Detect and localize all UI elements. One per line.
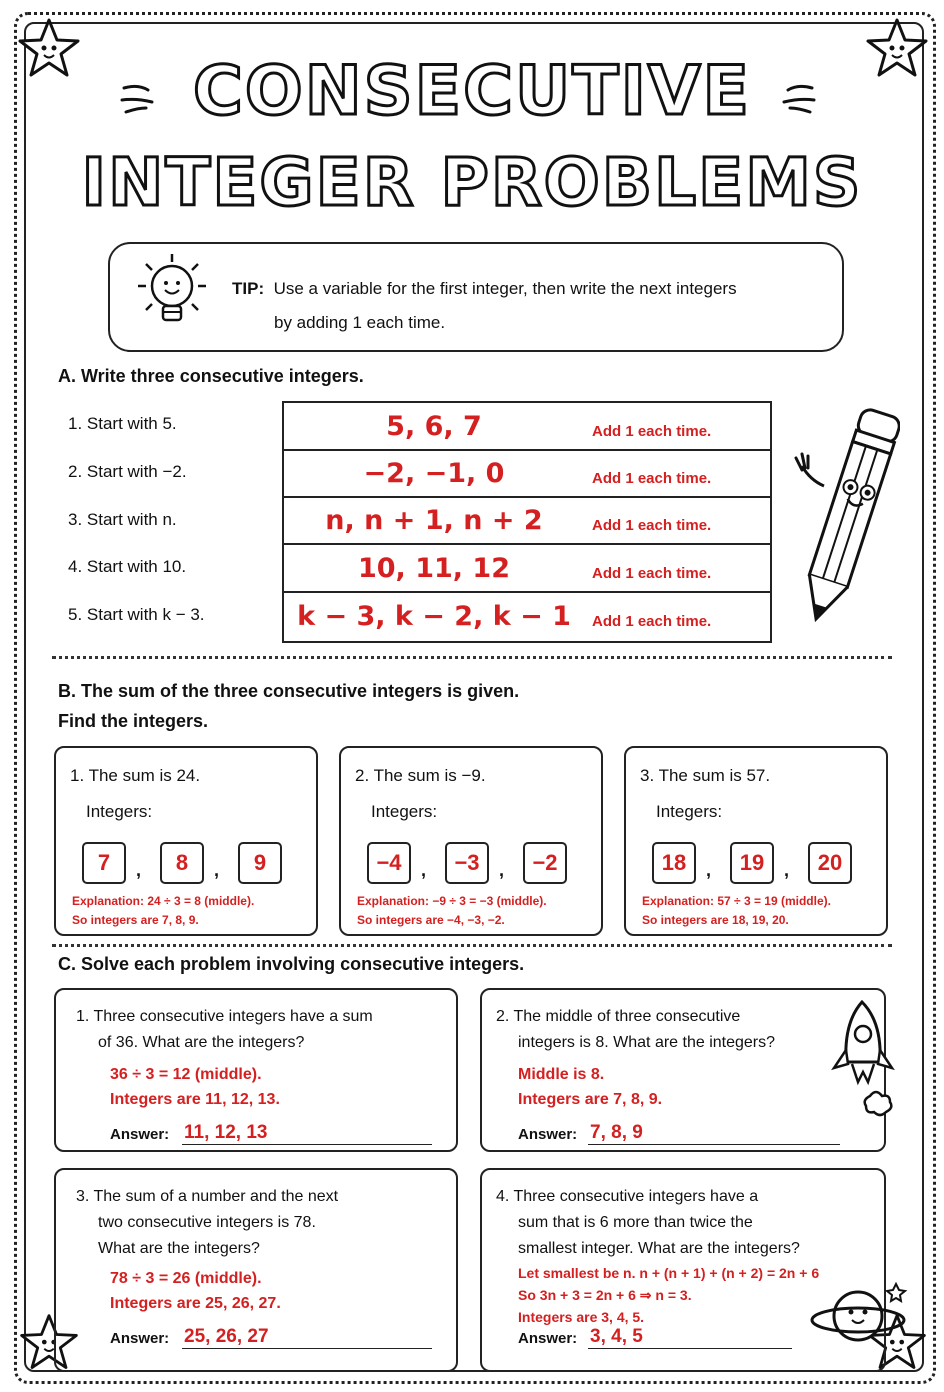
work-line: Middle is 8. xyxy=(518,1066,605,1083)
answer-value: 25, 26, 27 xyxy=(184,1326,269,1347)
answer-line xyxy=(588,1348,792,1349)
problem-text-line: sum that is 6 more than twice the xyxy=(518,1214,753,1231)
answer-row xyxy=(284,497,770,545)
comma: , xyxy=(784,860,790,880)
answer-value: −2, −1, 0 xyxy=(363,458,505,489)
comma: , xyxy=(421,860,427,880)
section-b-question: 1. The sum is 24. xyxy=(70,766,201,785)
answer-label: Answer: xyxy=(518,1330,578,1347)
problem-work xyxy=(110,1266,281,1316)
problem-text-line: integers is 8. What are the integers? xyxy=(518,1034,776,1051)
section-a-question: 4. Start with 10. xyxy=(68,557,187,576)
answer-line xyxy=(182,1348,432,1349)
section-a-question: 2. Start with −2. xyxy=(68,462,187,481)
lightbulb-icon xyxy=(122,250,222,340)
work-line: Integers are 3, 4, 5. xyxy=(518,1309,645,1325)
answer-row xyxy=(284,450,770,498)
problem-text-line: 4. Three consecutive integers have a xyxy=(496,1188,759,1205)
answer-note: Add 1 each time. xyxy=(592,423,712,440)
problem-work xyxy=(518,1062,662,1112)
explanation-line2: So integers are 7, 8, 9. xyxy=(72,913,199,927)
answer-line xyxy=(182,1144,432,1145)
explanation-line2: So integers are −4, −3, −2. xyxy=(357,913,505,927)
work-line: 36 ÷ 3 = 12 (middle). xyxy=(110,1066,262,1083)
section-a-question: 1. Start with 5. xyxy=(68,414,177,433)
section-a-question: 5. Start with k − 3. xyxy=(68,605,205,624)
section-b-heading xyxy=(58,676,519,736)
section-b-box xyxy=(624,746,888,936)
integers-label: Integers: xyxy=(371,802,438,821)
comma: , xyxy=(136,860,142,880)
integer-answer-box: 8 xyxy=(160,842,204,884)
comma: , xyxy=(706,860,712,880)
answer-value: 5, 6, 7 xyxy=(386,411,482,442)
work-line: Let smallest be n. n + (n + 1) + (n + 2) = 2n + 6 xyxy=(518,1265,820,1281)
answer-line xyxy=(588,1144,840,1145)
page-title-line2: INTEGER PROBLEMS xyxy=(81,144,863,221)
integer-answer-box: 9 xyxy=(238,842,282,884)
explanation-line2: So integers are 18, 19, 20. xyxy=(642,913,789,927)
problem-work xyxy=(518,1262,819,1328)
answer-note: Add 1 each time. xyxy=(592,613,712,630)
comma: , xyxy=(214,860,220,880)
problem-text-line: 3. The sum of a number and the next xyxy=(76,1188,339,1205)
answer-row xyxy=(284,403,770,451)
section-c-heading: C. Solve each problem involving consecutive integers. xyxy=(58,954,525,974)
sparkle-right-icon xyxy=(778,78,818,118)
explanation-line1: Explanation: −9 ÷ 3 = −3 (middle). xyxy=(357,894,547,908)
answer-value: k − 3, k − 2, k − 1 xyxy=(297,601,571,632)
planet-icon xyxy=(808,1274,908,1354)
integers-label: Integers: xyxy=(656,802,723,821)
comma: , xyxy=(499,860,505,880)
rocket-icon xyxy=(824,996,904,1120)
integer-answer-box: 18 xyxy=(652,842,696,884)
tip-text-line2: by adding 1 each time. xyxy=(274,313,446,332)
work-line: 78 ÷ 3 = 26 (middle). xyxy=(110,1270,262,1287)
answer-value: 11, 12, 13 xyxy=(184,1122,268,1143)
section-b-heading-line1: B. The sum of the three consecutive integers is given. xyxy=(58,681,520,701)
work-line: Integers are 11, 12, 13. xyxy=(110,1091,280,1108)
section-b-question: 2. The sum is −9. xyxy=(355,766,486,785)
problem-box xyxy=(54,1168,458,1372)
work-line: Integers are 7, 8, 9. xyxy=(518,1091,663,1108)
problem-work xyxy=(110,1062,280,1112)
section-a-answer-table xyxy=(282,401,772,643)
integer-answer-box: −4 xyxy=(367,842,411,884)
tip-text-line1: Use a variable for the first integer, then write the next integers xyxy=(273,279,737,298)
tip-text xyxy=(232,272,822,340)
integer-answer-box: 7 xyxy=(82,842,126,884)
explanation xyxy=(357,892,547,930)
explanation xyxy=(642,892,831,930)
explanation-line1: Explanation: 24 ÷ 3 = 8 (middle). xyxy=(72,894,255,908)
section-divider xyxy=(52,656,892,659)
explanation-line1: Explanation: 57 ÷ 3 = 19 (middle). xyxy=(642,894,831,908)
section-divider xyxy=(52,944,892,947)
answer-note: Add 1 each time. xyxy=(592,470,712,487)
work-line: Integers are 25, 26, 27. xyxy=(110,1295,281,1312)
answer-note: Add 1 each time. xyxy=(592,517,712,534)
answer-row xyxy=(284,593,770,639)
section-b-heading-line2: Find the integers. xyxy=(58,711,209,731)
answer-value: 3, 4, 5 xyxy=(590,1326,643,1347)
section-b-question: 3. The sum is 57. xyxy=(640,766,771,785)
answer-value: 10, 11, 12 xyxy=(357,553,511,584)
integer-answer-box: 19 xyxy=(730,842,774,884)
problem-text-line: What are the integers? xyxy=(98,1240,260,1257)
pencil-character-icon xyxy=(790,388,900,638)
answer-label: Answer: xyxy=(518,1126,578,1143)
work-line: So 3n + 3 = 2n + 6 ⇒ n = 3. xyxy=(518,1287,692,1303)
answer-note: Add 1 each time. xyxy=(592,565,712,582)
problem-question xyxy=(76,1184,338,1262)
answer-label: Answer: xyxy=(110,1330,170,1347)
sparkle-left-icon xyxy=(118,78,158,118)
section-b-box xyxy=(54,746,318,936)
section-a-heading: A. Write three consecutive integers. xyxy=(58,366,364,386)
integer-answer-box: −3 xyxy=(445,842,489,884)
explanation xyxy=(72,892,254,930)
integer-answer-box: 20 xyxy=(808,842,852,884)
problem-question xyxy=(496,1184,800,1262)
problem-box xyxy=(54,988,458,1152)
problem-text-line: 1. Three consecutive integers have a sum xyxy=(76,1008,373,1025)
page-title-line1: CONSECUTIVE xyxy=(193,52,751,131)
tip-label: TIP: xyxy=(232,279,265,298)
problem-question xyxy=(496,1004,775,1056)
problem-question xyxy=(76,1004,373,1056)
problem-text-line: of 36. What are the integers? xyxy=(98,1034,305,1051)
answer-row xyxy=(284,545,770,593)
answer-value: 7, 8, 9 xyxy=(590,1122,643,1143)
answer-label: Answer: xyxy=(110,1126,170,1143)
problem-text-line: 2. The middle of three consecutive xyxy=(496,1008,741,1025)
answer-value: n, n + 1, n + 2 xyxy=(325,505,543,536)
problem-text-line: two consecutive integers is 78. xyxy=(98,1214,316,1231)
problem-text-line: smallest integer. What are the integers? xyxy=(518,1240,800,1257)
section-a-question: 3. Start with n. xyxy=(68,510,177,529)
integer-answer-box: −2 xyxy=(523,842,567,884)
section-b-box xyxy=(339,746,603,936)
integers-label: Integers: xyxy=(86,802,153,821)
